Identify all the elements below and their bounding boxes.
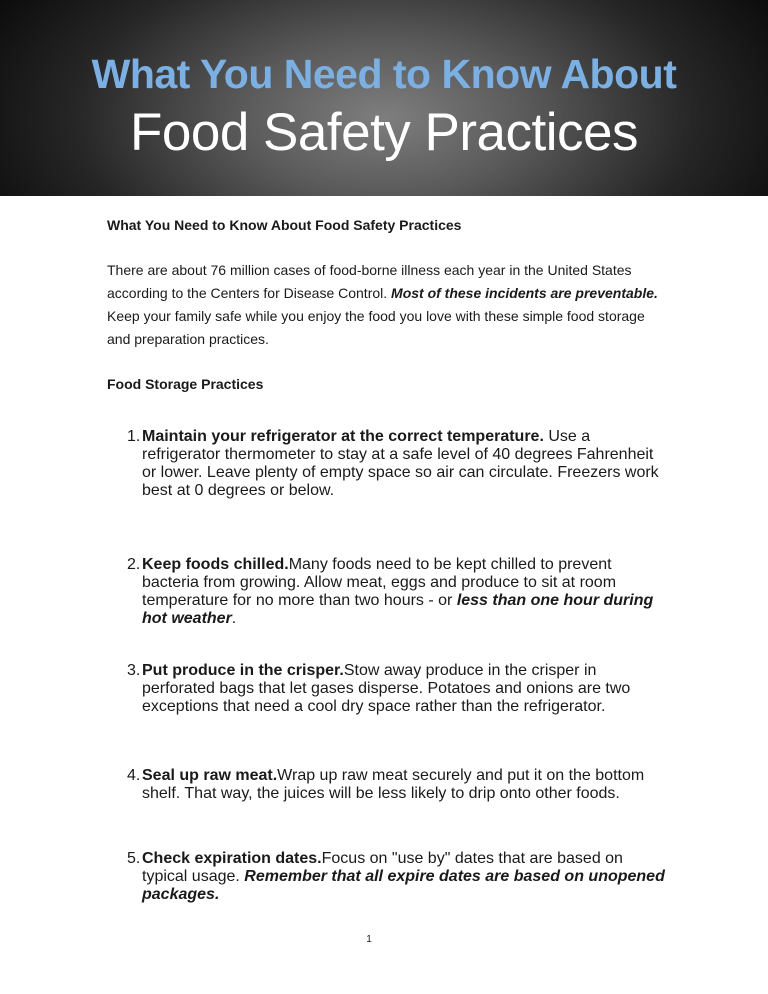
list-item-body	[142, 662, 667, 716]
list-item-number: 2.	[127, 556, 141, 573]
list-item	[127, 662, 667, 716]
list-item-title: Check expiration dates.	[142, 850, 322, 867]
list-item-emphasis: Remember that all expire dates are based on unopened packages.	[142, 868, 665, 903]
list-item	[127, 428, 667, 500]
list-item-number: 5.	[127, 850, 141, 867]
list-item-body	[142, 428, 667, 500]
intro-text-part2: Keep your family safe while you enjoy the food you love with these simple food storage and preparation practices.	[107, 308, 645, 347]
intro-text-part1: There are about 76 million cases of food-borne illness each year in the United States according to the Centers for Disease Control.	[107, 262, 632, 301]
list-item	[127, 850, 667, 904]
document-body	[107, 214, 667, 396]
list-item	[127, 767, 667, 803]
list-item	[127, 556, 667, 628]
list-item-body	[142, 556, 667, 628]
list-item-number: 4.	[127, 767, 141, 784]
intro-paragraph	[107, 259, 667, 351]
banner-title-line1: What You Need to Know About	[91, 51, 677, 97]
section-heading-food-storage: Food Storage Practices	[107, 376, 264, 392]
banner-title-line2: Food Safety Practices	[130, 103, 638, 162]
list-item-text: Focus on "use by" dates that are based on typical usage.	[142, 850, 623, 885]
title-banner	[0, 0, 768, 196]
page-number: 1	[366, 934, 372, 945]
list-item-text: Wrap up raw meat securely and put it on the bottom shelf. That way, the juices will be less likely to drip onto other foods.	[142, 767, 645, 802]
document-heading: What You Need to Know About Food Safety Practices	[107, 217, 462, 233]
list-item-title: Seal up raw meat.	[142, 767, 278, 784]
list-item-number: 1.	[127, 428, 141, 445]
list-item-number: 3.	[127, 662, 141, 679]
list-item-title: Keep foods chilled.	[142, 556, 289, 573]
list-item-text: Use a refrigerator thermometer to stay at a safe level of 40 degrees Fahrenheit or lower. Leave plenty of empty space so air can circulate. Freezers work best at 0 degrees or below.	[142, 428, 659, 499]
list-item-emphasis: less than one hour during hot weather	[142, 592, 654, 627]
list-item-tail: .	[231, 610, 237, 627]
list-item-title: Put produce in the crisper.	[142, 662, 344, 679]
list-item-body	[142, 767, 667, 803]
intro-emphasis: Most of these incidents are preventable.	[391, 285, 658, 301]
list-item-text: Stow away produce in the crisper in perforated bags that let gases disperse. Potatoes and onions are two exceptions that need a cool dry space rather than the refrigerator.	[142, 662, 631, 715]
list-item-body	[142, 850, 667, 904]
list-item-title: Maintain your refrigerator at the correct temperature.	[142, 428, 544, 445]
list-item-text: Many foods need to be kept chilled to prevent bacteria from growing. Allow meat, eggs and produce to sit at room temperature for no more than two hours - or	[142, 556, 617, 609]
